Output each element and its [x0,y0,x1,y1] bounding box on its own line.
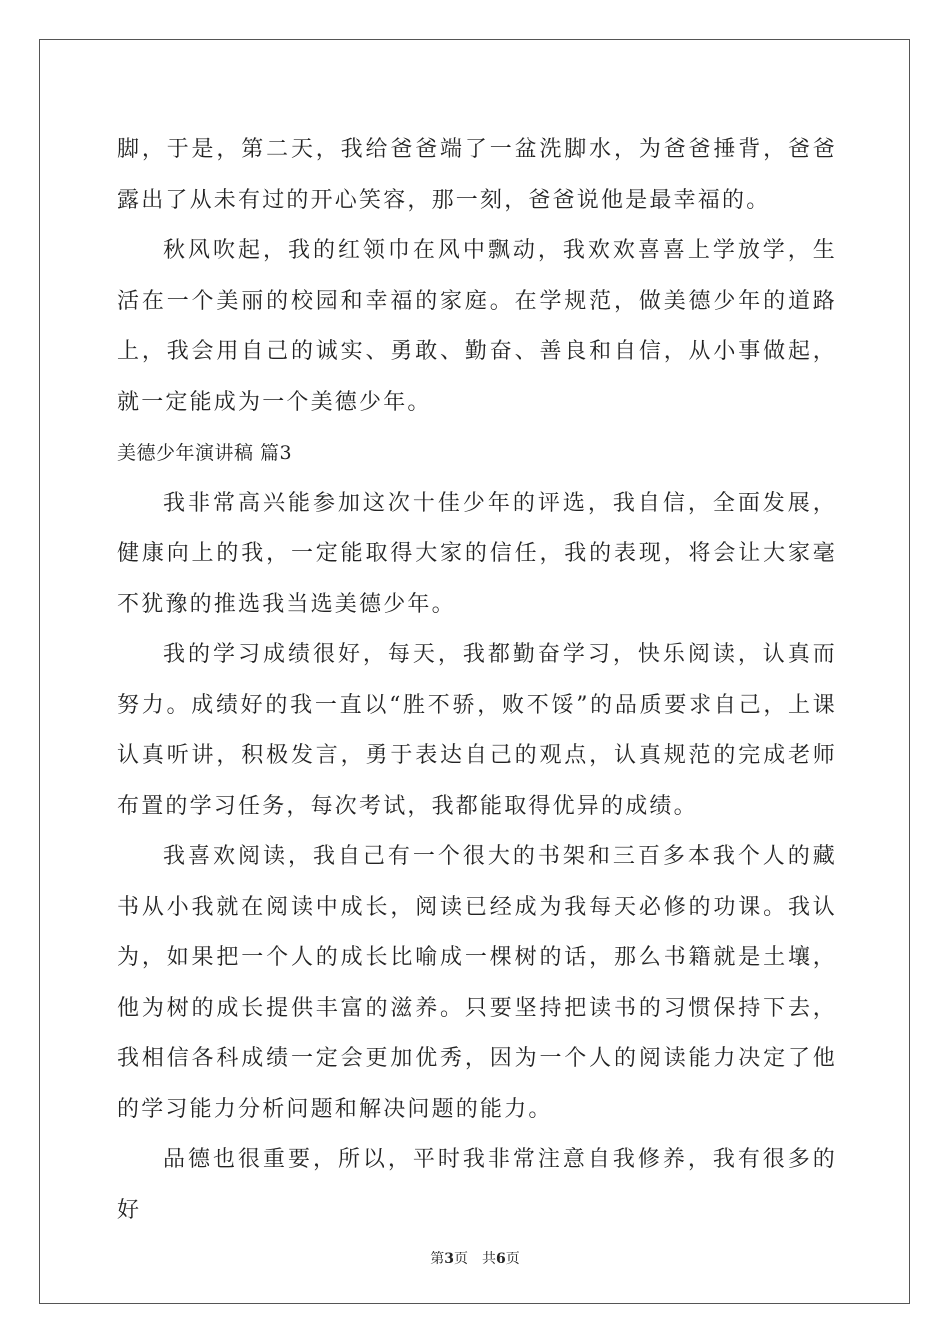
document-body [117,125,837,1236]
page-number: 3 [444,1251,454,1267]
page-prefix: 第 [430,1251,445,1267]
total-pages: 6 [496,1251,506,1267]
paragraph-6: 品德也很重要，所以，平时我非常注意自我修养，我有很多的好 [117,1147,837,1223]
paragraph-4: 我的学习成绩很好，每天，我都勤奋学习，快乐阅读，认真而努力。成绩好的我一直以“胜不骄，败不馁”的品质要求自己，上课认真听讲，积极发言，勇于表达自己的观点，认真规范的完成老师布置的学习任务，每次考试，我都能取得优异的成绩。 [117,642,837,819]
total-prefix: 共 [482,1251,496,1267]
section-heading: 美德少年演讲稿 篇3 [117,442,293,464]
paragraph-2: 秋风吹起，我的红领巾在风中飘动，我欢欢喜喜上学放学，生活在一个美丽的校园和幸福的家庭。在学规范，做美德少年的道路上，我会用自己的诚实、勇敢、勤奋、善良和自信，从小事做起，就一定能成为一个美德少年。 [117,238,837,415]
page-suffix: 页 [454,1251,468,1267]
total-suffix: 页 [505,1251,520,1267]
page-footer [0,1248,950,1268]
paragraph-1: 脚，于是，第二天，我给爸爸端了一盆洗脚水，为爸爸捶背，爸爸露出了从未有过的开心笑容，那一刻，爸爸说他是最幸福的。 [117,137,837,213]
paragraph-5: 我喜欢阅读，我自己有一个很大的书架和三百多本我个人的藏书从小我就在阅读中成长，阅读已经成为我每天必修的功课。我认为，如果把一个人的成长比喻成一棵树的话，那么书籍就是土壤，他为树的成长提供丰富的滋养。只要坚持把读书的习惯保持下去，我相信各科成绩一定会更加优秀，因为一个人的阅读能力决定了他的学习能力分析问题和解决问题的能力。 [117,844,837,1122]
paragraph-3: 我非常高兴能参加这次十佳少年的评选，我自信，全面发展，健康向上的我，一定能取得大家的信任，我的表现，将会让大家毫不犹豫的推选我当选美德少年。 [117,490,837,617]
